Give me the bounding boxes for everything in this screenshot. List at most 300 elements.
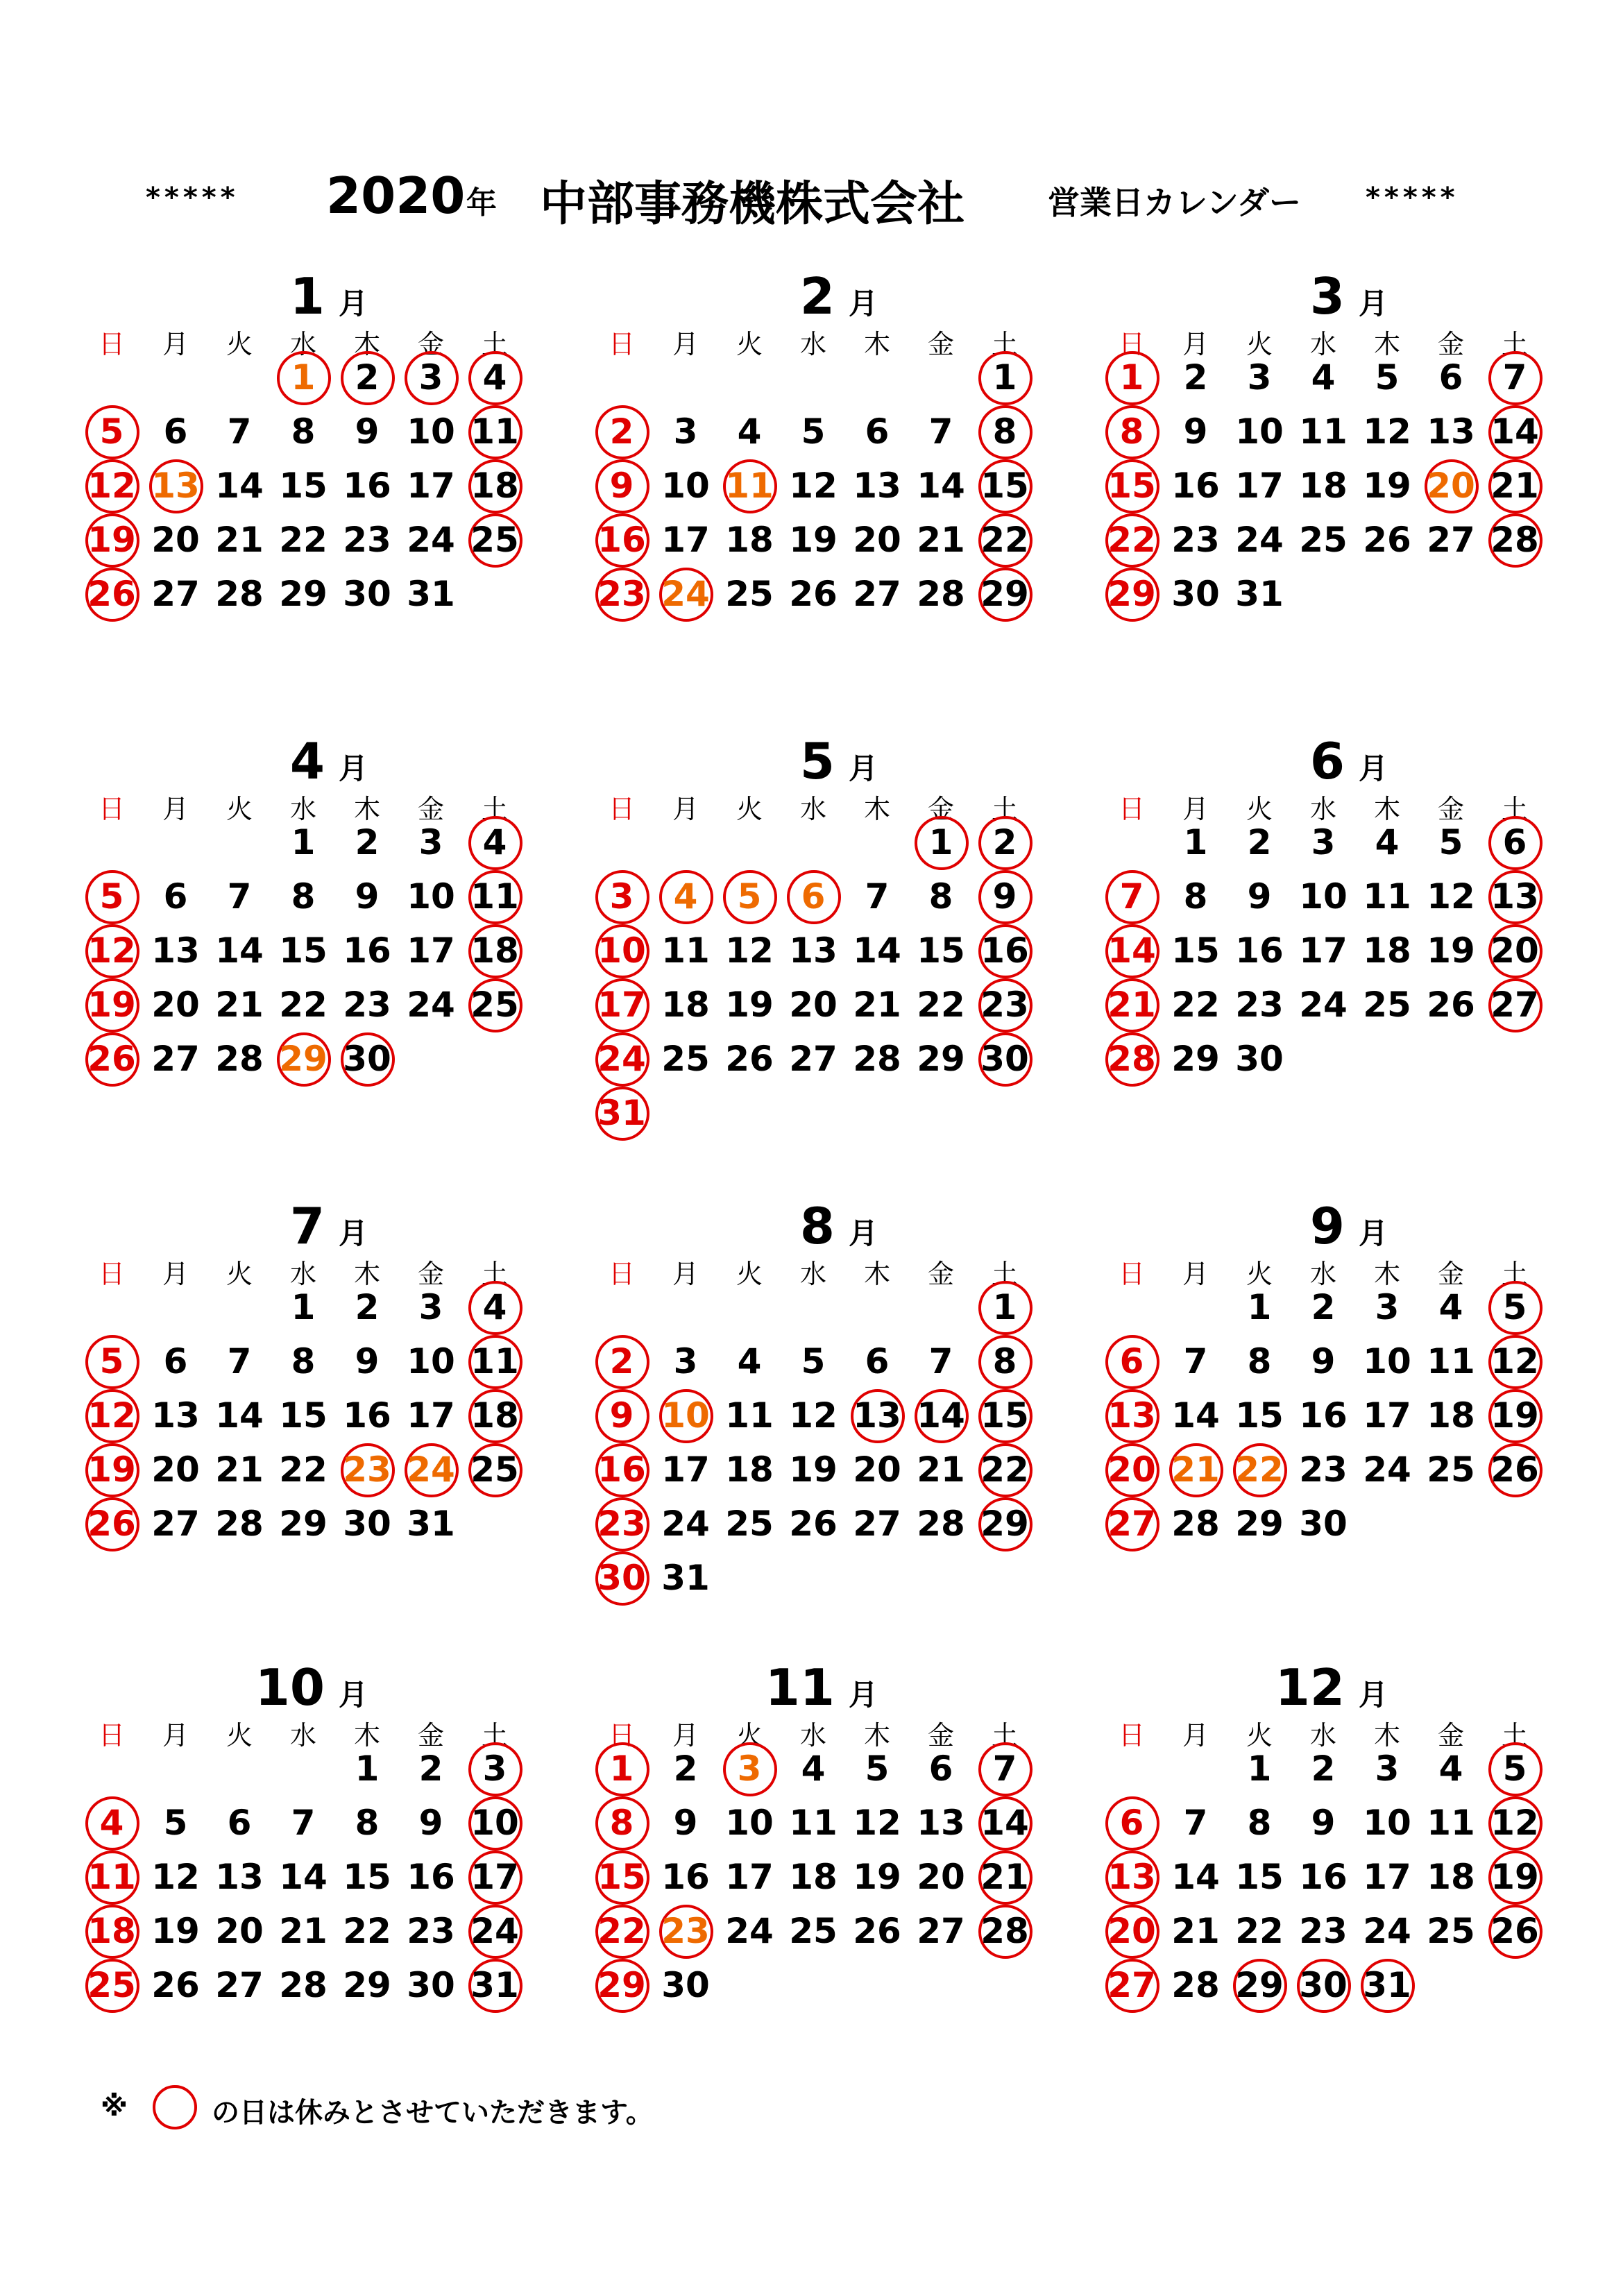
- day-cell: [335, 1958, 399, 2012]
- day-number: 28: [917, 574, 965, 614]
- day-number: 13: [1107, 1395, 1156, 1436]
- weekday-header: 火: [1246, 794, 1273, 824]
- day-cell: [144, 459, 207, 513]
- day-number: 26: [87, 1504, 136, 1544]
- day-cell: [1227, 1388, 1291, 1443]
- day-cell: [1164, 1443, 1227, 1497]
- day-cell: [590, 1850, 654, 1904]
- day-number: 28: [279, 1965, 328, 2005]
- day-number: 7: [865, 876, 890, 917]
- day-cell: [1355, 1388, 1419, 1443]
- day-number: 31: [661, 1558, 710, 1598]
- day-number: 13: [853, 1395, 901, 1436]
- day-cell: [399, 978, 463, 1032]
- day-number: 12: [853, 1803, 901, 1843]
- day-cell: [781, 1032, 845, 1086]
- day-number: 10: [1363, 1803, 1411, 1843]
- day-number: 29: [343, 1965, 391, 2005]
- day-cell: [654, 1850, 717, 1904]
- day-number: 28: [1171, 1504, 1220, 1544]
- month-title: [80, 1197, 552, 1255]
- day-cell: [399, 405, 463, 459]
- day-cell: [271, 567, 335, 621]
- day-cell: [845, 869, 909, 924]
- day-cell: [1291, 815, 1355, 869]
- day-cell: [207, 1497, 271, 1551]
- day-number: 3: [482, 1749, 507, 1789]
- day-cell: [271, 1497, 335, 1551]
- day-number: 5: [865, 1749, 890, 1789]
- day-cell: [909, 924, 973, 978]
- day-number: 3: [418, 357, 443, 398]
- day-cell: [399, 1850, 463, 1904]
- day-number: 8: [609, 1803, 634, 1843]
- day-number: 24: [1363, 1911, 1411, 1951]
- day-cell: [463, 869, 527, 924]
- day-number: 30: [1299, 1504, 1348, 1544]
- day-cell: [1291, 513, 1355, 567]
- weekday-header: 日: [1118, 329, 1145, 359]
- day-number: 29: [980, 1504, 1029, 1544]
- weekday-header: 金: [417, 794, 444, 824]
- day-cell: [717, 459, 781, 513]
- weekday-header: 火: [226, 1720, 253, 1751]
- day-number: 31: [597, 1093, 646, 1133]
- day-cell: [845, 1032, 909, 1086]
- day-number: 10: [661, 466, 710, 506]
- day-number: 20: [151, 985, 200, 1025]
- day-cell: [207, 1796, 271, 1850]
- day-cell: [1100, 350, 1164, 405]
- day-cell: [399, 513, 463, 567]
- day-number: 16: [597, 1449, 646, 1490]
- weekday-header: 水: [289, 329, 316, 359]
- day-number: 10: [1299, 876, 1348, 917]
- day-number: 20: [853, 1449, 901, 1490]
- weekday-header: 水: [289, 1720, 316, 1751]
- day-number: 11: [470, 876, 519, 917]
- month-title: [590, 267, 1062, 323]
- day-number: 16: [343, 930, 391, 971]
- day-cell: [717, 1334, 781, 1388]
- weekday-header: 火: [1246, 1259, 1273, 1289]
- day-cell: [1419, 1796, 1483, 1850]
- weekday-header: 木: [863, 329, 890, 359]
- day-cell: [781, 869, 845, 924]
- day-number: 22: [917, 985, 965, 1025]
- day-number: 11: [725, 466, 774, 506]
- weekday-header: 土: [991, 1720, 1018, 1751]
- day-cell: [1164, 1497, 1227, 1551]
- day-number: 6: [928, 1749, 953, 1789]
- day-number: 7: [227, 876, 252, 917]
- day-cell: [1100, 1796, 1164, 1850]
- day-number: 14: [215, 930, 264, 971]
- day-number: 11: [87, 1857, 136, 1897]
- day-cell: [1483, 1388, 1547, 1443]
- day-number: 7: [1119, 876, 1144, 917]
- day-cell: [1164, 815, 1227, 869]
- day-number: 9: [609, 1395, 634, 1436]
- day-number: 28: [1107, 1039, 1156, 1079]
- month-number: 3: [1309, 267, 1345, 325]
- day-cell: [463, 1742, 527, 1796]
- day-cell: [909, 1497, 973, 1551]
- day-cell: [1227, 1497, 1291, 1551]
- day-number: 6: [1119, 1341, 1144, 1381]
- day-cell: [399, 1742, 463, 1796]
- day-cell: [973, 1334, 1037, 1388]
- day-number: 8: [355, 1803, 380, 1843]
- day-number: 10: [661, 1395, 710, 1436]
- day-number: 12: [725, 930, 774, 971]
- weekday-header: 水: [1309, 329, 1336, 359]
- day-cell: [717, 978, 781, 1032]
- day-cell: [1227, 350, 1291, 405]
- day-number: 2: [1311, 1287, 1336, 1327]
- day-cell: [1419, 815, 1483, 869]
- weekday-header: 金: [1437, 1720, 1464, 1751]
- day-cell: [1164, 1334, 1227, 1388]
- weekday-header: 木: [1373, 1720, 1400, 1751]
- day-number: 20: [853, 520, 901, 560]
- weekday-header: 土: [1501, 1259, 1528, 1289]
- day-number: 17: [407, 930, 455, 971]
- day-number: 4: [1375, 822, 1400, 862]
- day-number: 25: [470, 985, 519, 1025]
- day-number: 11: [470, 1341, 519, 1381]
- day-number: 6: [865, 411, 890, 452]
- day-cell: [144, 1796, 207, 1850]
- day-number: 16: [1235, 930, 1284, 971]
- day-number: 2: [1311, 1749, 1336, 1789]
- day-number: 8: [291, 876, 316, 917]
- note-mark: ※: [101, 2091, 128, 2123]
- weekday-header: 火: [226, 1259, 253, 1289]
- month-suffix: 月: [849, 1216, 878, 1250]
- day-number: 23: [1299, 1449, 1348, 1490]
- day-cell: [845, 459, 909, 513]
- day-cell: [1291, 1850, 1355, 1904]
- day-cell: [973, 350, 1037, 405]
- day-number: 6: [227, 1803, 252, 1843]
- day-cell: [335, 1742, 399, 1796]
- day-number: 28: [917, 1504, 965, 1544]
- day-cell: [80, 1032, 144, 1086]
- day-number: 22: [1235, 1911, 1284, 1951]
- day-cell: [781, 924, 845, 978]
- day-cell: [1419, 869, 1483, 924]
- day-number: 27: [853, 574, 901, 614]
- day-cell: [144, 1334, 207, 1388]
- day-number: 7: [227, 1341, 252, 1381]
- weekday-header: 水: [1309, 1259, 1336, 1289]
- day-number: 23: [407, 1911, 455, 1951]
- day-cell: [973, 1032, 1037, 1086]
- day-number: 25: [1427, 1911, 1475, 1951]
- day-cell: [144, 869, 207, 924]
- day-number: 21: [1171, 1911, 1220, 1951]
- weekday-header: 火: [226, 329, 253, 359]
- day-cell: [463, 350, 527, 405]
- day-cell: [1291, 1280, 1355, 1334]
- day-number: 19: [725, 985, 774, 1025]
- day-cell: [144, 924, 207, 978]
- day-cell: [207, 459, 271, 513]
- day-number: 14: [215, 1395, 264, 1436]
- day-cell: [271, 1443, 335, 1497]
- day-cell: [845, 513, 909, 567]
- day-number: 9: [1183, 411, 1208, 452]
- day-number: 15: [1235, 1395, 1284, 1436]
- day-number: 20: [215, 1911, 264, 1951]
- day-cell: [271, 513, 335, 567]
- day-number: 27: [151, 1504, 200, 1544]
- day-cell: [271, 350, 335, 405]
- day-cell: [1291, 978, 1355, 1032]
- day-number: 17: [407, 466, 455, 506]
- day-number: 10: [407, 1341, 455, 1381]
- day-number: 13: [215, 1857, 264, 1897]
- day-cell: [399, 350, 463, 405]
- day-number: 12: [789, 466, 838, 506]
- weekday-header: 水: [799, 1720, 826, 1751]
- weekday-header: 水: [289, 1259, 316, 1289]
- weekday-header: 月: [1182, 1720, 1209, 1751]
- weekday-header: 火: [1246, 1720, 1273, 1751]
- day-cell: [1419, 924, 1483, 978]
- day-number: 4: [482, 1287, 507, 1327]
- day-cell: [1419, 1904, 1483, 1958]
- month-suffix: 月: [1359, 751, 1388, 785]
- weekday-header: 水: [799, 329, 826, 359]
- day-cell: [909, 1388, 973, 1443]
- day-cell: [590, 1443, 654, 1497]
- day-cell: [781, 513, 845, 567]
- day-cell: [590, 1958, 654, 2012]
- day-number: 20: [1107, 1449, 1156, 1490]
- day-number: 3: [1311, 822, 1336, 862]
- weekday-header: 日: [608, 1720, 635, 1751]
- day-number: 14: [980, 1803, 1029, 1843]
- day-number: 4: [482, 822, 507, 862]
- day-cell: [1419, 1388, 1483, 1443]
- day-cell: [335, 350, 399, 405]
- month-title: [80, 1658, 552, 1717]
- day-cell: [271, 1388, 335, 1443]
- day-number: 28: [980, 1911, 1029, 1951]
- day-cell: [1355, 513, 1419, 567]
- day-number: 5: [1438, 822, 1463, 862]
- day-cell: [654, 1443, 717, 1497]
- day-number: 29: [279, 574, 328, 614]
- month-suffix: 月: [339, 1678, 368, 1712]
- day-cell: [335, 1796, 399, 1850]
- day-cell: [1100, 1904, 1164, 1958]
- day-cell: [1291, 1904, 1355, 1958]
- day-cell: [80, 1443, 144, 1497]
- day-number: 21: [853, 985, 901, 1025]
- day-cell: [144, 1032, 207, 1086]
- day-cell: [144, 1958, 207, 2012]
- day-cell: [335, 513, 399, 567]
- day-cell: [1227, 924, 1291, 978]
- month-number: 10: [255, 1658, 325, 1717]
- day-number: 18: [470, 466, 519, 506]
- day-number: 24: [597, 1039, 646, 1079]
- day-number: 4: [1438, 1287, 1463, 1327]
- day-cell: [1355, 1280, 1419, 1334]
- month-title: [1100, 267, 1572, 323]
- day-number: 15: [597, 1857, 646, 1897]
- weekday-header: 木: [1373, 329, 1400, 359]
- day-number: 1: [291, 822, 316, 862]
- day-cell: [1291, 1334, 1355, 1388]
- day-number: 24: [470, 1911, 519, 1951]
- day-cell: [973, 978, 1037, 1032]
- month-6: [1100, 732, 1572, 1148]
- day-cell: [80, 1334, 144, 1388]
- day-number: 8: [992, 411, 1017, 452]
- day-cell: [781, 1850, 845, 1904]
- day-number: 20: [789, 985, 838, 1025]
- day-number: 14: [215, 466, 264, 506]
- day-number: 27: [1427, 520, 1475, 560]
- weekday-header: 木: [353, 794, 380, 824]
- day-cell: [717, 1742, 781, 1796]
- day-cell: [144, 978, 207, 1032]
- day-number: 29: [1235, 1504, 1284, 1544]
- day-cell: [463, 513, 527, 567]
- day-cell: [463, 405, 527, 459]
- day-cell: [1100, 924, 1164, 978]
- day-cell: [909, 815, 973, 869]
- day-number: 23: [343, 1449, 391, 1490]
- day-number: 28: [1171, 1965, 1220, 2005]
- day-number: 12: [789, 1395, 838, 1436]
- day-cell: [717, 513, 781, 567]
- day-number: 7: [928, 1341, 953, 1381]
- weekday-header: 土: [481, 1720, 508, 1751]
- day-number: 9: [355, 411, 380, 452]
- day-cell: [1419, 1850, 1483, 1904]
- weekday-header: 日: [608, 794, 635, 824]
- weekday-header: 土: [991, 794, 1018, 824]
- day-cell: [399, 1958, 463, 2012]
- day-number: 15: [1171, 930, 1220, 971]
- day-number: 27: [1107, 1965, 1156, 2005]
- day-number: 14: [917, 466, 965, 506]
- day-cell: [1419, 459, 1483, 513]
- day-cell: [909, 459, 973, 513]
- day-cell: [845, 1742, 909, 1796]
- day-cell: [1100, 869, 1164, 924]
- day-cell: [717, 1443, 781, 1497]
- day-cell: [973, 1742, 1037, 1796]
- day-number: 26: [789, 1504, 838, 1544]
- weekday-header: 日: [98, 329, 125, 359]
- day-cell: [399, 815, 463, 869]
- day-cell: [463, 1796, 527, 1850]
- day-number: 31: [407, 1504, 455, 1544]
- day-cell: [1483, 978, 1547, 1032]
- day-number: 13: [1107, 1857, 1156, 1897]
- day-number: 31: [1363, 1965, 1411, 2005]
- day-number: 9: [1247, 876, 1272, 917]
- day-cell: [335, 1032, 399, 1086]
- day-number: 15: [343, 1857, 391, 1897]
- day-number: 9: [355, 876, 380, 917]
- day-number: 19: [1363, 466, 1411, 506]
- day-cell: [781, 1796, 845, 1850]
- day-cell: [1291, 405, 1355, 459]
- month-10: [80, 1658, 552, 2075]
- day-cell: [144, 567, 207, 621]
- day-cell: [590, 459, 654, 513]
- day-number: 2: [1183, 357, 1208, 398]
- day-number: 29: [917, 1039, 965, 1079]
- day-cell: [1164, 869, 1227, 924]
- title-stars-right: *****: [1366, 182, 1459, 214]
- day-cell: [80, 1850, 144, 1904]
- day-number: 16: [597, 520, 646, 560]
- day-number: 22: [980, 520, 1029, 560]
- day-cell: [207, 1388, 271, 1443]
- day-number: 3: [673, 1341, 698, 1381]
- day-cell: [1291, 1958, 1355, 2012]
- weekday-header: 水: [1309, 1720, 1336, 1751]
- weekday-header: 日: [608, 329, 635, 359]
- day-cell: [654, 1497, 717, 1551]
- weekday-header: 土: [481, 1259, 508, 1289]
- day-cell: [463, 1904, 527, 1958]
- day-number: 26: [1490, 1911, 1539, 1951]
- day-number: 2: [1247, 822, 1272, 862]
- day-cell: [1291, 924, 1355, 978]
- weekday-header: 金: [927, 1259, 954, 1289]
- day-number: 5: [99, 876, 124, 917]
- month-7: [80, 1197, 552, 1613]
- month-1: [80, 267, 552, 683]
- day-number: 19: [1490, 1857, 1539, 1897]
- day-cell: [654, 405, 717, 459]
- day-number: 14: [1107, 930, 1156, 971]
- day-cell: [1227, 869, 1291, 924]
- month-4: [80, 732, 552, 1148]
- day-cell: [717, 1388, 781, 1443]
- month-title: [80, 732, 552, 788]
- day-cell: [1100, 513, 1164, 567]
- day-cell: [717, 1796, 781, 1850]
- day-cell: [1227, 1796, 1291, 1850]
- day-cell: [590, 978, 654, 1032]
- day-cell: [717, 924, 781, 978]
- day-number: 22: [1235, 1449, 1284, 1490]
- weekday-header: 金: [1437, 794, 1464, 824]
- day-number: 6: [163, 876, 188, 917]
- day-number: 8: [1119, 411, 1144, 452]
- day-number: 30: [980, 1039, 1029, 1079]
- day-number: 6: [163, 1341, 188, 1381]
- day-cell: [271, 1958, 335, 2012]
- day-cell: [654, 1958, 717, 2012]
- weekday-header: 日: [608, 1259, 635, 1289]
- day-cell: [144, 1850, 207, 1904]
- day-cell: [399, 459, 463, 513]
- day-cell: [909, 1742, 973, 1796]
- day-cell: [654, 1796, 717, 1850]
- day-cell: [463, 1388, 527, 1443]
